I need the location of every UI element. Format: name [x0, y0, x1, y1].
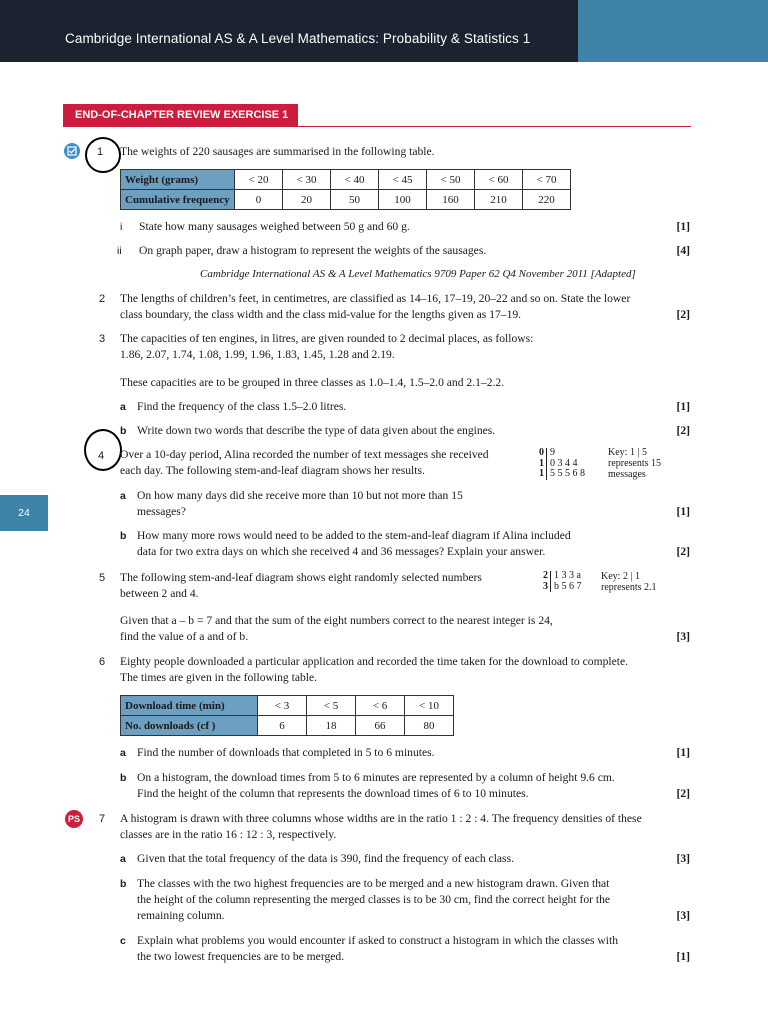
- marks: [1]: [676, 505, 690, 518]
- part-text: remaining column.: [137, 909, 225, 922]
- leaves: 5 5 5 6 8: [550, 468, 585, 479]
- stem-leaf-key: [601, 571, 657, 593]
- marks: [4]: [676, 244, 690, 257]
- question-text: 1.86, 2.07, 1.74, 1.08, 1.99, 1.96, 1.83, 1.45, 1.28 and 2.19.: [120, 348, 395, 361]
- key-line: messages: [608, 469, 646, 480]
- marks: [1]: [676, 950, 690, 963]
- part-label: b: [120, 878, 127, 890]
- section-title: END-OF-CHAPTER REVIEW EXERCISE 1: [63, 104, 298, 126]
- marks: [3]: [676, 852, 690, 865]
- checklist-icon: [64, 143, 80, 159]
- page-number: 24: [0, 495, 48, 531]
- part-label: c: [120, 935, 126, 947]
- part-text: Given that the total frequency of the data is 390, find the frequency of each class.: [137, 852, 514, 865]
- weights-table: [120, 169, 571, 210]
- table-cell: < 20: [235, 170, 283, 190]
- stem-leaf-row: [537, 582, 582, 593]
- stem-leaf-diagram: [537, 571, 582, 592]
- question-text: The lengths of children’s feet, in centimetres, are classified as 14–16, 17–19, 20–22 and so on. State the lower: [120, 292, 631, 305]
- table-cell: < 30: [283, 170, 331, 190]
- stem: 1: [533, 469, 547, 480]
- key-line: represents 2.1: [601, 582, 657, 593]
- part-text: the height of the column representing the merged classes is to be 30 cm, find the correct height for the: [137, 893, 611, 906]
- marks: [1]: [676, 746, 690, 759]
- table-cell: < 40: [331, 170, 379, 190]
- leaves: 0 3 4 4: [550, 457, 578, 469]
- part-label: a: [120, 490, 126, 502]
- part-text: Explain what problems you would encounter if asked to construct a histogram in which the classes with: [137, 934, 619, 947]
- table-cell: < 70: [523, 170, 571, 190]
- question-number: 2: [99, 293, 106, 305]
- part-text: State how many sausages weighed between 50 g and 60 g.: [139, 220, 410, 233]
- stem-leaf-row: [533, 448, 585, 459]
- table-cell: < 5: [307, 696, 356, 716]
- table-row: [121, 190, 571, 210]
- part-label: a: [120, 747, 126, 759]
- table-cell: 80: [405, 716, 454, 736]
- part-text: How many more rows would need to be added to the stem-and-leaf diagram if Alina included: [137, 529, 571, 542]
- part-label: ii: [117, 245, 122, 257]
- question-number: 1: [97, 146, 104, 158]
- key-line: represents 15: [608, 458, 662, 469]
- part-label: a: [120, 401, 126, 413]
- question-text: between 2 and 4.: [120, 587, 199, 600]
- part-label: a: [120, 853, 126, 865]
- table-cell: 20: [283, 190, 331, 210]
- question-number: 3: [99, 333, 106, 345]
- table-cell: < 45: [379, 170, 427, 190]
- part-text: The classes with the two highest frequencies are to be merged and a new histogram drawn. Given that: [137, 877, 610, 890]
- marks: [2]: [676, 787, 690, 800]
- question-text: class boundary, the class width and the class mid-value for the lengths given as 17–19.: [120, 308, 522, 321]
- table-cell: 210: [475, 190, 523, 210]
- table-cell: < 10: [405, 696, 454, 716]
- stem-leaf-key: [608, 447, 661, 480]
- table-cell: < 60: [475, 170, 523, 190]
- question-text: A histogram is drawn with three columns whose widths are in the ratio 1 : 2 : 4. The frequency densities of these: [120, 812, 642, 825]
- stem: 0: [533, 448, 547, 459]
- table-header: Cumulative frequency: [121, 190, 235, 210]
- part-text: On graph paper, draw a histogram to represent the weights of the sausages.: [139, 244, 487, 257]
- question-number: 4: [98, 450, 105, 462]
- question-number: 5: [99, 572, 106, 584]
- part-text: Find the frequency of the class 1.5–2.0 litres.: [137, 400, 347, 413]
- table-cell: 100: [379, 190, 427, 210]
- question-text: Given that a – b = 7 and that the sum of the eight numbers correct to the nearest integer is 24,: [120, 614, 553, 627]
- question-text: The capacities of ten engines, in litres, are given rounded to 2 decimal places, as follows:: [120, 332, 534, 345]
- table-cell: 220: [523, 190, 571, 210]
- part-text: On how many days did she receive more than 10 but not more than 15: [137, 489, 463, 502]
- table-cell: < 6: [356, 696, 405, 716]
- question-text: The following stem-and-leaf diagram shows eight randomly selected numbers: [120, 571, 482, 584]
- problem-solving-badge: PS: [65, 810, 83, 828]
- source-citation: Cambridge International AS & A Level Mathematics 9709 Paper 62 Q4 November 2011 [Adapted]: [200, 268, 636, 280]
- question-text: find the value of a and of b.: [120, 630, 249, 643]
- stem-leaf-row: [533, 469, 585, 480]
- table-cell: 66: [356, 716, 405, 736]
- question-text: These capacities are to be grouped in three classes as 1.0–1.4, 1.5–2.0 and 2.1–2.2.: [120, 376, 505, 389]
- question-number: 7: [99, 813, 106, 825]
- question-text: each day. The following stem-and-leaf diagram shows her results.: [120, 464, 425, 477]
- table-header: Weight (grams): [121, 170, 235, 190]
- table-cell: 6: [258, 716, 307, 736]
- leaves: b 5 6 7: [554, 580, 582, 592]
- part-text: messages?: [137, 505, 186, 518]
- marks: [2]: [676, 545, 690, 558]
- table-row: [121, 716, 454, 736]
- part-label: i: [120, 221, 123, 233]
- part-text: On a histogram, the download times from 5 to 6 minutes are represented by a column of height 9.6 cm.: [137, 771, 615, 784]
- stem-leaf-row: [537, 571, 582, 582]
- question-number: 6: [99, 656, 106, 668]
- question-text: classes are in the ratio 16 : 12 : 3, respectively.: [120, 828, 337, 841]
- stem: 1: [533, 459, 547, 470]
- question-text: The times are given in the following table.: [120, 671, 318, 684]
- book-title: Cambridge International AS & A Level Mathematics: Probability & Statistics 1: [65, 31, 531, 46]
- table-row: [121, 696, 454, 716]
- question-text: The weights of 220 sausages are summarised in the following table.: [120, 145, 435, 158]
- stem: 2: [537, 571, 551, 582]
- table-cell: < 3: [258, 696, 307, 716]
- section-rule: [63, 126, 691, 127]
- key-line: Key: 2 | 1: [601, 571, 640, 582]
- header-accent: [578, 0, 768, 62]
- stem-leaf-diagram: [533, 448, 585, 480]
- downloads-table: [120, 695, 454, 736]
- table-cell: < 50: [427, 170, 475, 190]
- question-text: Over a 10-day period, Alina recorded the number of text messages she received: [120, 448, 489, 461]
- marks: [3]: [676, 909, 690, 922]
- marks: [3]: [676, 630, 690, 643]
- leaves: 9: [550, 447, 555, 458]
- table-row: [121, 170, 571, 190]
- stem: 3: [537, 582, 551, 593]
- part-label: b: [120, 772, 127, 784]
- table-cell: 160: [427, 190, 475, 210]
- table-header: No. downloads (cf ): [121, 716, 258, 736]
- part-text: Find the number of downloads that completed in 5 to 6 minutes.: [137, 746, 435, 759]
- question-text: Eighty people downloaded a particular application and recorded the time taken for the download to complete.: [120, 655, 629, 668]
- table-cell: 50: [331, 190, 379, 210]
- table-header: Download time (min): [121, 696, 258, 716]
- table-cell: 18: [307, 716, 356, 736]
- part-text: data for two extra days on which she received 4 and 36 messages? Explain your answer.: [137, 545, 546, 558]
- marks: [2]: [676, 308, 690, 321]
- part-text: the two lowest frequencies are to be merged.: [137, 950, 345, 963]
- part-label: b: [120, 425, 127, 437]
- marks: [2]: [676, 424, 690, 437]
- leaves: 1 3 3 a: [554, 570, 581, 581]
- table-cell: 0: [235, 190, 283, 210]
- marks: [1]: [676, 220, 690, 233]
- part-text: Write down two words that describe the type of data given about the engines.: [137, 424, 496, 437]
- part-label: b: [120, 530, 127, 542]
- key-line: Key: 1 | 5: [608, 447, 647, 458]
- marks: [1]: [676, 400, 690, 413]
- part-text: Find the height of the column that represents the download times of 6 to 10 minutes.: [137, 787, 529, 800]
